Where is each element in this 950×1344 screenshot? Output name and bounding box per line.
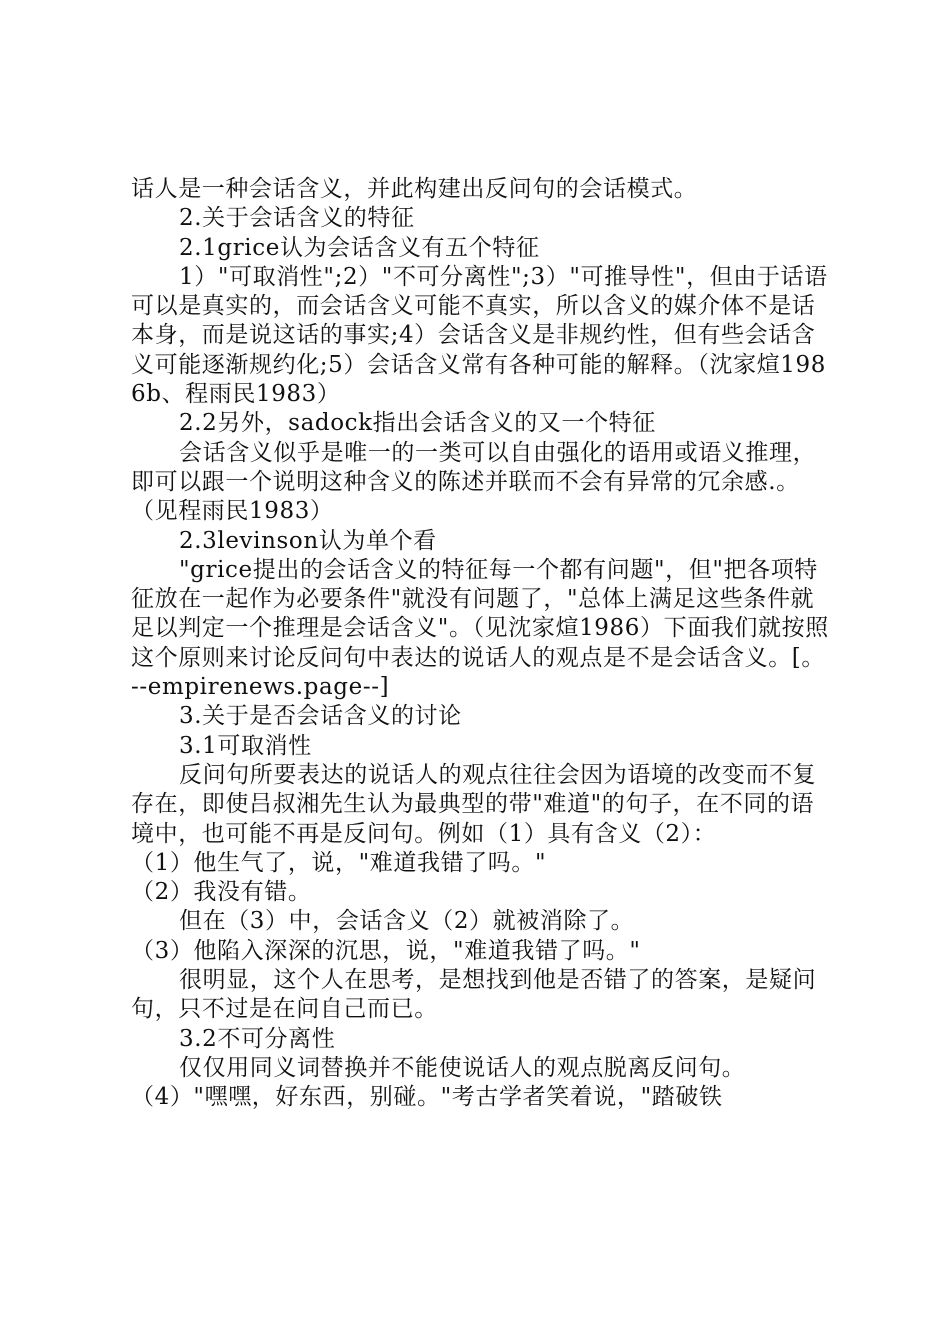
- paragraph-explanation: 很明显，这个人在思考，是想找到他是否错了的答案，是疑问句，只不过是在问自己而已。: [131, 967, 817, 1023]
- paragraph-non-detachability: 仅仅用同义词替换并不能使说话人的观点脱离反问句。: [179, 1054, 746, 1081]
- paragraph-sadock-feature: 会话含义似乎是唯一的一类可以自由强化的语用或语义推理，即可以跟一个说明这种含义的陈述并联而不会有异常的冗余感.。（见程雨民1983）: [131, 439, 817, 525]
- example-3: （3）他陷入深深的沉思，说，"难道我错了吗。": [131, 937, 641, 964]
- paragraph-continuation: 话人是一种会话含义，并此构建出反问句的会话模式。: [131, 176, 698, 202]
- heading-section-3-2: 3.2不可分离性: [179, 1025, 336, 1052]
- heading-section-2: 2.关于会话含义的特征: [179, 205, 415, 232]
- heading-section-3-1: 3.1可取消性: [179, 732, 312, 759]
- heading-section-2-3: 2.3levinson认为单个看: [179, 527, 437, 554]
- example-2: （2）我没有错。: [131, 879, 312, 906]
- paragraph-example-3-intro: 但在（3）中，会话含义（2）就被消除了。: [179, 908, 635, 935]
- paragraph-five-features: 1）"可取消性";2）"不可分离性";3）"可推导性"，但由于话语可以是真实的，而会话含义可能不真实，所以含义的媒介体不是话本身，而是说这话的事实;4）会话含义是非规约性，但有些会话含义可能逐渐规约化;5）会话含义常有各种可能的解释。（沈家煊1986b、程雨民1983）: [131, 263, 828, 408]
- heading-section-2-1: 2.1grice认为会话含义有五个特征: [179, 234, 540, 261]
- heading-section-3: 3.关于是否会话含义的讨论: [179, 703, 462, 730]
- paragraph-levinson: "grice提出的会话含义的特征每一个都有问题"，但"把各项特征放在一起作为必要条件"就没有问题了，"总体上满足这些条件就足以判定一个推理是会话含义"。（见沈家煊1986）下面我们就按照这个原则来讨论反问句中表达的说话人的观点是不是会话含义。[。--empirenews.page--]: [131, 556, 829, 701]
- example-1: （1）他生气了，说，"难道我错了吗。": [131, 849, 547, 876]
- example-4: （4）"嘿嘿，好东西，别碰。"考古学者笑着说，"踏破铁: [131, 1084, 723, 1111]
- heading-section-2-2: 2.2另外，sadock指出会话含义的又一个特征: [179, 410, 656, 437]
- document-body: [131, 175, 833, 1113]
- paragraph-cancellability: 反问句所要表达的说话人的观点往往会因为语境的改变而不复存在，即使吕叔湘先生认为最典型的带"难道"的句子，在不同的语境中，也可能不再是反问句。例如（1）具有含义（2）：: [131, 761, 817, 847]
